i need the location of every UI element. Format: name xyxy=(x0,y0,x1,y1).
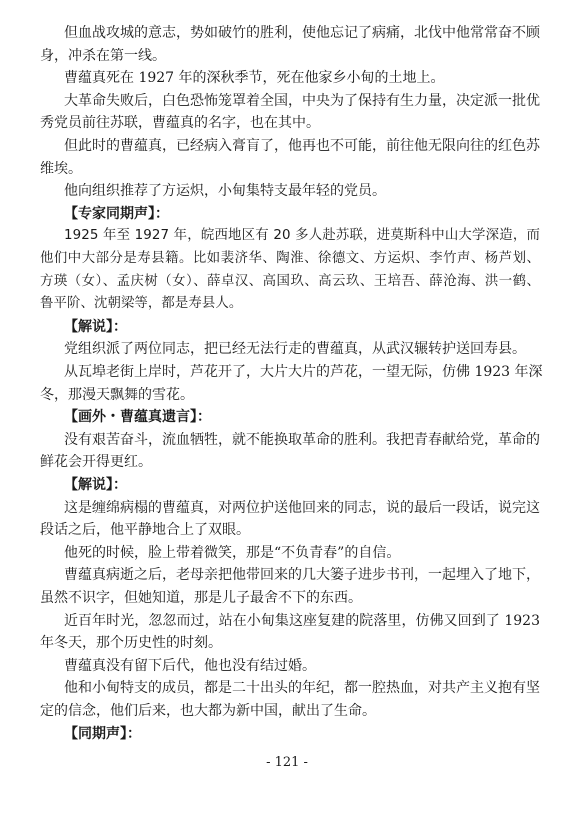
text-line: 鲜花会开得更红。 xyxy=(40,454,152,471)
text-line: 但此时的曹蕴真，已经病入膏肓了，他再也不可能，前往他无限向往的红色苏 xyxy=(64,138,540,154)
section-heading: 【解说】： xyxy=(64,318,127,335)
section-heading: 【解说】： xyxy=(64,477,127,493)
quote-line: 1925 年至 1927 年，皖西地区有 20 多人赴苏联，进莫斯科中山大学深造，而 xyxy=(64,228,540,244)
text-line: 秀党员前往苏联，曹蕴真的名字，也在其中。 xyxy=(40,115,320,132)
text-line: 曹蕴真没有留下后代，他也没有结过婚。 xyxy=(64,657,316,674)
quote-line: 鲁平阶、沈朝梁等，都是寿县人。 xyxy=(40,296,243,312)
text-line: 他死的时候，脸上带着微笑，那是“不负青春”的自信。 xyxy=(64,544,401,561)
quote-line: 他们中大部分是寿县籍。比如裴济华、陶淮、徐德文、方运炽、李竹声、杨芦划、 xyxy=(40,251,540,266)
text-line: 这是缠绵病榻的曹蕴真，对两位护送他回来的同志，说的最后一段话，说完这 xyxy=(64,499,540,516)
quote-line: 方瑛（女）、孟庆树（女）、薛卓汉、高国玖、高云玖、王培吾、薛沧海、洪一鹤、 xyxy=(40,273,540,289)
text-line: 年冬天，那个历史性的时刻。 xyxy=(40,635,222,652)
section-heading: 【同期声】： xyxy=(64,725,141,742)
section-heading: 【画外・曹蕴真遗言】： xyxy=(64,409,211,426)
text-line: 曹蕴真病逝之后，老母亲把他带回来的几大篓子进步书刊，一起埋入了地下， xyxy=(64,567,540,584)
text-line: 党组织派了两位同志，把已经无法行走的曹蕴真，从武汉辗转护送回寿县。 xyxy=(64,341,526,358)
text-line: 段话之后，他平静地合上了双眼。 xyxy=(40,522,250,539)
page-number: - 121 - xyxy=(266,755,308,771)
text-line: 身，冲杀在第一线。 xyxy=(40,47,166,64)
text-line: 他向组织推荐了方运炽，小甸集特支最年轻的党员。 xyxy=(64,183,386,200)
text-line: 冬，那漫天飘舞的雪花。 xyxy=(40,386,194,403)
text-line: 近百年时光，忽忽而过，站在小甸集这座复建的院落里，仿佛又回到了 1923 xyxy=(64,612,540,629)
text-line: 维埃。 xyxy=(40,160,82,177)
text-line: 定的信念，他们后来，也大都为新中国，献出了生命。 xyxy=(40,703,376,719)
text-line: 大革命失败后，白色恐怖笼罩着全国，中央为了保持有生力量，决定派一批优 xyxy=(64,92,540,109)
text-line: 曹蕴真死在 1927 年的深秋季节，死在他家乡小甸的土地上。 xyxy=(64,70,445,87)
text-line: 从瓦埠老街上岸时，芦花开了，大片大片的芦花，一望无际，仿佛 1923 年深 xyxy=(64,364,543,380)
text-line: 没有艰苦奋斗，流血牺牲，就不能换取革命的胜利。我把青春献给党，革命的 xyxy=(64,431,540,448)
text-line: 他和小甸特支的成员，都是二十出头的年纪，都一腔热血，对共产主义抱有坚 xyxy=(64,680,540,697)
text-line: 但血战攻城的意志，势如破竹的胜利，使他忘记了病痛，北伐中他常常奋不顾 xyxy=(64,25,540,41)
section-heading: 【专家同期声】： xyxy=(64,205,169,222)
text-line: 虽然不识字，但她知道，那是儿子最舍不下的东西。 xyxy=(40,590,362,606)
